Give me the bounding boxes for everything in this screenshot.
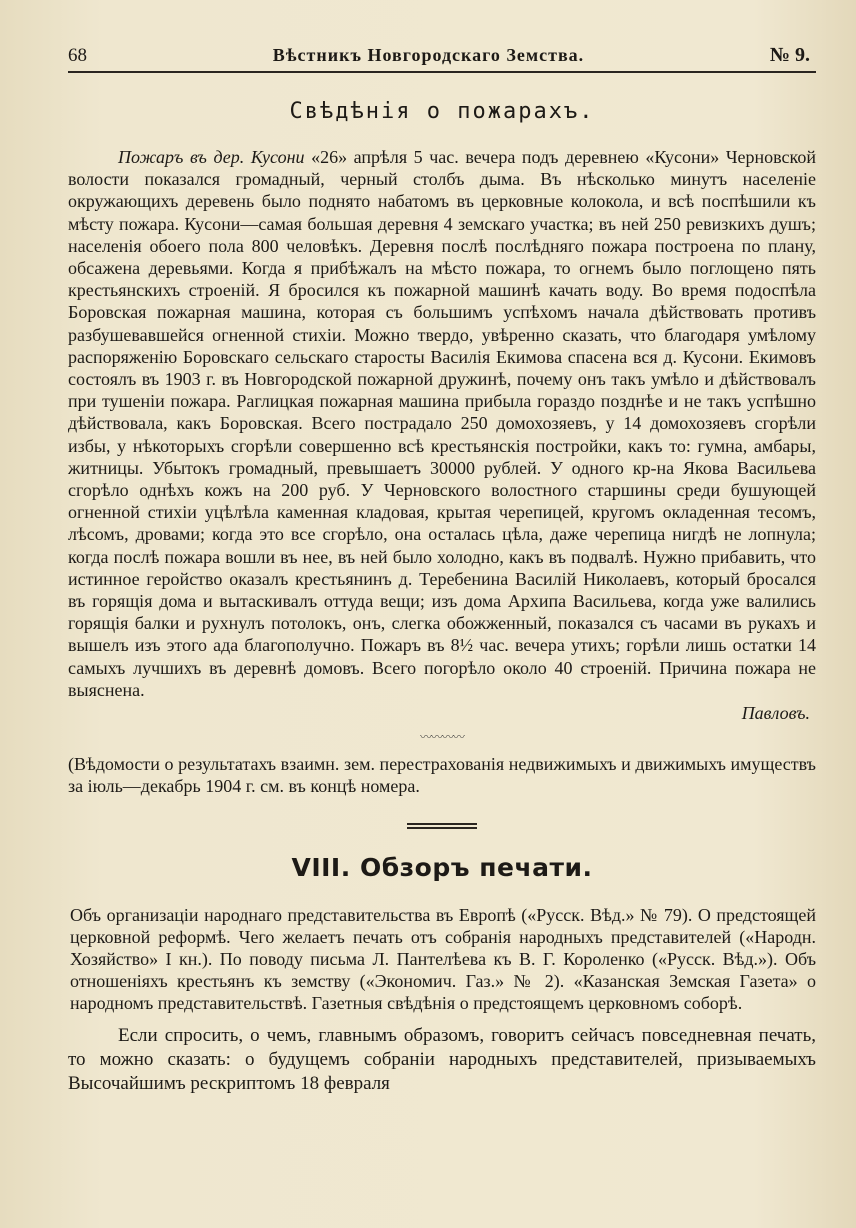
report-signature: Павловъ. — [741, 703, 810, 724]
section-title: Свѣдѣнія о пожарахъ. — [289, 99, 595, 124]
section8-opening: Если спросить, о чемъ, главнымъ образомъ, говоритъ сейчасъ повседневная печать, то можно сказать: о будущемъ собраніи народныхъ представителей, призываемыхъ Высочайшимъ рескриптомъ 18 февраля — [68, 1025, 816, 1095]
page-number: 68 — [68, 45, 87, 66]
section8-title: VIII. Обзоръ печати. — [291, 853, 593, 883]
report-text: «26» апрѣля 5 час. вечера подъ деревнею «Кусони» Черновской волости показался громадный, черный столбъ дыма. Въ нѣсколько минутъ населеніе окружающихъ деревень было поднято набатомъ въ церковные колокола, и всѣ поспѣшили къ мѣсту пожара. Кусони—самая большая деревня 4 земскаго участка; въ ней 250 ревизкихъ душъ; населенія обоего пола 800 человѣкъ. Деревня послѣ послѣдняго пожара построена по плану, обсажена деревьями. Когда я прибѣжалъ на мѣсто пожара, то огнемъ было поглощено пять крестьянскихъ строеній. Я бросился къ пожарной машинѣ качать воду. Во время подоспѣла Боровская пожарная машина, которая съ большимъ успѣхомъ начала дѣйствовать противъ разбушевавшейся огненной стихіи. Можно твердо, увѣренно сказать, что благодаря умѣлому распоряженію Боровскаго сельскаго старосты Василія Екимова спасена вся д. Кусони. Екимовъ состоялъ въ 1903 г. въ Новгородской пожарной дружинѣ, почему онъ такъ умѣло и дѣйствовалъ при тушеніи пожара. Раглицкая пожарная машина прибыла гораздо позднѣе и не такъ успѣшно дѣйствовала, какъ Боровская. Всего пострадало 250 домохозяевъ, у 14 домохозяевъ сгорѣли избы, у нѣкоторыхъ сгорѣли совершенно всѣ крестьянскія постройки, какъ то: гумна, амбары, житницы. Убытокъ громадный, превышаетъ 30000 рублей. У одного кр-на Якова Васильева сгорѣло однѣхъ кожъ на 200 руб. У Черновского волостного старшины среди бушующей огненной стихіи уцѣлѣла каменная кладовая, крытая черепицей, кругомъ окладенная тесомъ, лѣсомъ, дровами; когда это все сгорѣло, она осталась цѣла, даже черепица нигдѣ не лопнула; когда послѣ пожара вошли въ нее, въ ней было холодно, какъ въ подвалѣ. Нужно прибавить, что истинное геройство оказалъ крестьянинъ д. Теребенина Василій Николаевъ, который бросался въ горящія дома и вытаскивалъ оттуда вещи; изъ дома Архипа Васильева, когда уже валились горящія балки и рухнулъ потолокъ, онъ, слегка обожженный, показался съ часами въ рукахъ и вышелъ изъ этого ада благополучно. Пожаръ въ 8½ час. вечера утихъ; горѣли лишь остатки 14 самыхъ лучшихъ въ деревнѣ домовъ. Всего погорѣло около 40 строеній. Причина пожара не выяснена. — [68, 147, 816, 700]
header-rule — [68, 71, 816, 73]
issue-number: № 9. — [769, 44, 810, 66]
running-header — [68, 44, 816, 67]
report-lead: Пожаръ въ дер. Кусони — [118, 147, 305, 167]
fire-report — [68, 146, 816, 701]
double-rule-divider — [407, 823, 477, 829]
section8-summary: Объ организаціи народнаго представительства въ Европѣ («Русск. Вѣд.» № 79). О предстоящей церковной реформѣ. Чего желаетъ печать отъ собранія народныхъ представителей («Народн. Хозяйство» I кн.). По поводу письма Л. Пантелѣева къ В. Г. Короленко («Русск. Вѣд.»). Объ отношеніяхъ крестьянъ къ земству («Экономич. Газ.» № 2). «Казанская Земская Газета» о народномъ представительствѣ. Газетныя свѣдѣнія о предстоящемъ церковномъ соборѣ. — [70, 905, 816, 1014]
journal-title: Вѣстникъ Новгородскаго Земства. — [272, 45, 585, 65]
insurance-note: (Вѣдомости о результатахъ взаимн. зем. перестрахованія недвижимыхъ и движимыхъ имуществъ за іюль—декабрь 1904 г. см. въ концѣ номера. — [68, 754, 816, 797]
wave-divider: 〰〰〰〰 — [419, 730, 464, 745]
